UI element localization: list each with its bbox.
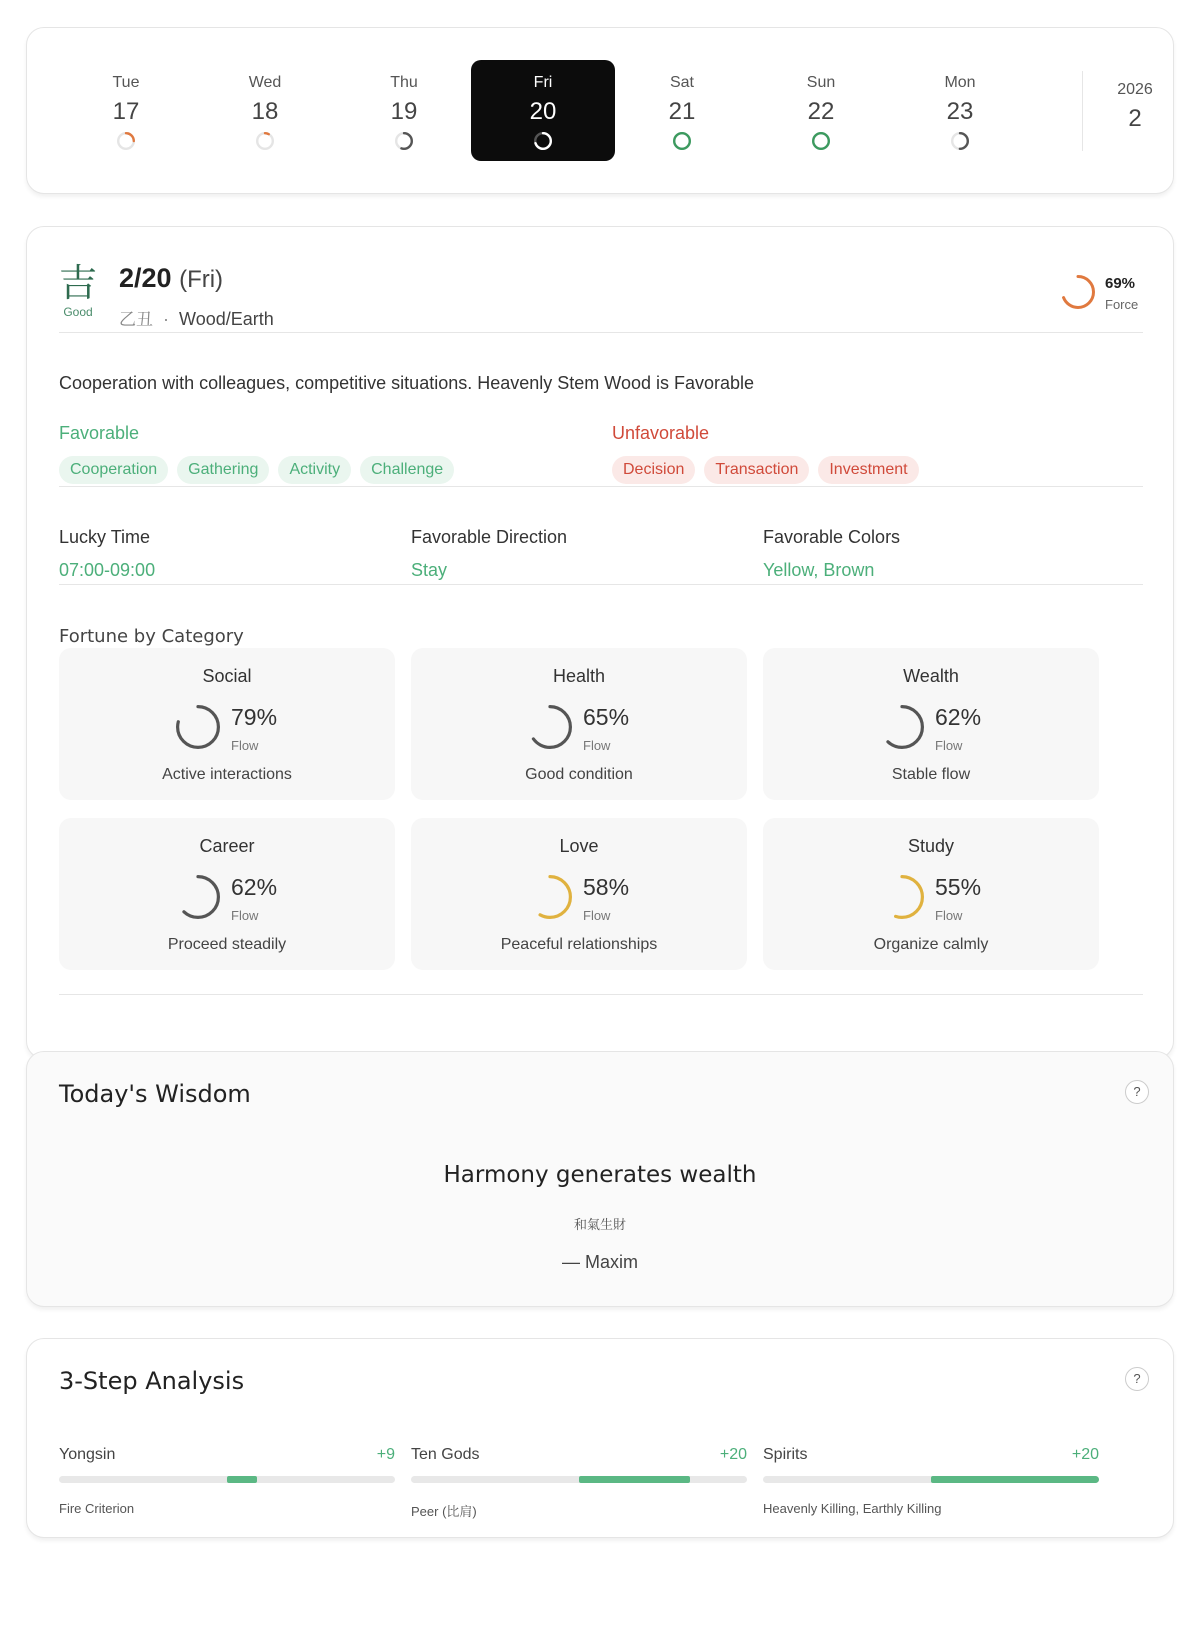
- day-sat[interactable]: [610, 60, 754, 161]
- category-ring: [176, 875, 220, 919]
- category-ring: [528, 705, 572, 749]
- week-divider: [1082, 71, 1083, 151]
- day-number: 22: [807, 98, 835, 125]
- step-name: Yongsin: [59, 1446, 116, 1463]
- category-ring: [176, 705, 220, 749]
- lucky-time-label: Lucky Time: [59, 527, 151, 547]
- divider: [59, 994, 1143, 995]
- category-description: Active interactions: [162, 766, 292, 783]
- category-card-wealth: [763, 648, 1099, 800]
- category-section-title: Fortune by Category: [59, 626, 244, 647]
- favorable-chip: Cooperation: [59, 456, 168, 484]
- elements: Wood/Earth: [179, 309, 274, 329]
- category-name: Wealth: [903, 666, 959, 686]
- unfavorable-chip: Transaction: [704, 456, 809, 484]
- category-flow-label: Flow: [583, 908, 611, 923]
- category-name: Career: [199, 836, 255, 856]
- category-name: Social: [202, 666, 252, 686]
- day-wed[interactable]: [193, 60, 337, 161]
- unfavorable-chips: [612, 456, 919, 484]
- favorable-chips: [59, 456, 454, 484]
- date-value: 2/20: [119, 263, 172, 293]
- category-description: Stable flow: [891, 766, 971, 783]
- analysis-help-button[interactable]: ?: [1125, 1367, 1149, 1391]
- favorable-colors: [763, 527, 900, 581]
- category-flow-label: Flow: [583, 738, 611, 753]
- stem-branch: 乙丑: [119, 310, 153, 330]
- unfavorable-chip: Investment: [818, 456, 918, 484]
- day-number: 18: [251, 98, 279, 125]
- category-card-love: [411, 818, 747, 970]
- day-fortune-ring: [534, 132, 552, 150]
- day-number: 19: [390, 98, 418, 125]
- lucky-time: [59, 527, 155, 581]
- favorable-label: Favorable: [59, 423, 140, 443]
- day-description: Cooperation with colleagues, competitive situations. Heavenly Stem Wood is Favorable: [59, 373, 755, 393]
- category-percent: 79%: [231, 704, 278, 730]
- ring-arc: [178, 707, 219, 748]
- year-month-selector[interactable]: [1103, 81, 1167, 133]
- step-score: +20: [719, 1446, 747, 1463]
- weekday-value: (Fri): [179, 266, 224, 293]
- favorable-chip: Challenge: [360, 456, 454, 484]
- day-thu[interactable]: [332, 60, 476, 161]
- ring-arc: [530, 707, 571, 748]
- day-name: Sat: [669, 74, 694, 91]
- ring-arc: [530, 877, 571, 918]
- ring-arc: [1063, 277, 1094, 308]
- category-percent: 62%: [231, 874, 278, 900]
- category-card-study: [763, 818, 1099, 970]
- direction-value: Stay: [411, 560, 448, 580]
- step-description: Fire Criterion: [59, 1501, 135, 1516]
- step-bar-fill: [227, 1476, 257, 1483]
- fortune-glyph-label: Good: [63, 305, 93, 319]
- ring-track: [257, 133, 273, 149]
- day-name: Tue: [112, 74, 140, 91]
- category-percent: 58%: [583, 874, 630, 900]
- wisdom-title: Today's Wisdom: [59, 1080, 251, 1108]
- category-card-career: [59, 818, 395, 970]
- date-subtitle: [119, 305, 274, 330]
- day-fortune-ring: [951, 132, 969, 150]
- colors-value: Yellow, Brown: [763, 560, 875, 580]
- category-card-health: [411, 648, 747, 800]
- category-ring: [880, 705, 924, 749]
- category-description: Organize calmly: [873, 936, 989, 953]
- ring-arc: [882, 707, 923, 748]
- analysis-step-yongsin: [59, 1446, 395, 1516]
- wisdom-source: — Maxim: [562, 1252, 638, 1272]
- divider: [59, 584, 1143, 585]
- ring-arc: [882, 877, 923, 918]
- month-label: 2: [1128, 105, 1142, 132]
- day-tue[interactable]: [54, 60, 198, 161]
- analysis-step-spirits: [763, 1446, 1099, 1516]
- favorable-chip: Gathering: [177, 456, 269, 484]
- day-name: Fri: [533, 74, 553, 91]
- day-number: 20: [529, 98, 557, 125]
- day-fortune-ring: [812, 132, 830, 150]
- wisdom-card: [26, 1051, 1174, 1307]
- step-score: +20: [1071, 1446, 1099, 1463]
- step-bar-track: [59, 1476, 395, 1483]
- wisdom-quote-original: 和氣生財: [573, 1218, 626, 1233]
- divider: [59, 332, 1143, 333]
- day-number: 23: [946, 98, 974, 125]
- category-ring: [528, 875, 572, 919]
- category-flow-label: Flow: [935, 908, 963, 923]
- category-percent: 65%: [583, 704, 630, 730]
- day-name: Thu: [390, 74, 418, 91]
- year-label: 2026: [1117, 81, 1153, 98]
- analysis-title: 3-Step Analysis: [59, 1367, 245, 1395]
- week-calendar: [26, 27, 1174, 194]
- date-title: [119, 263, 223, 294]
- favorable-chip: Activity: [278, 456, 351, 484]
- category-flow-label: Flow: [231, 738, 259, 753]
- analysis-card: [26, 1338, 1174, 1538]
- analysis-step-ten-gods: [411, 1446, 747, 1520]
- step-name: Spirits: [763, 1446, 808, 1463]
- category-percent: 62%: [935, 704, 982, 730]
- fortune-glyph: [57, 263, 99, 319]
- day-fortune-ring: [256, 132, 274, 150]
- force-percent: 69%: [1105, 275, 1136, 292]
- step-bar-track: [411, 1476, 747, 1483]
- category-description: Peaceful relationships: [500, 936, 658, 953]
- step-bar-fill: [579, 1476, 690, 1483]
- day-sun[interactable]: [749, 60, 893, 161]
- step-description: Peer (比肩): [411, 1504, 477, 1519]
- wisdom-help-button[interactable]: ?: [1125, 1080, 1149, 1104]
- category-name: Study: [907, 836, 955, 856]
- force-label: Force: [1105, 297, 1139, 312]
- category-name: Health: [552, 666, 606, 686]
- separator-dot: ·: [163, 309, 170, 329]
- category-description: Good condition: [525, 766, 633, 783]
- category-percent: 55%: [935, 874, 982, 900]
- ring-arc: [178, 877, 219, 918]
- day-mon[interactable]: [888, 60, 1032, 161]
- day-name: Mon: [944, 74, 976, 91]
- day-name: Sun: [806, 74, 836, 91]
- unfavorable-label: Unfavorable: [612, 423, 710, 443]
- colors-label: Favorable Colors: [763, 527, 901, 547]
- wisdom-quote: Harmony generates wealth: [443, 1162, 757, 1188]
- direction-label: Favorable Direction: [411, 527, 568, 547]
- day-name: Wed: [248, 74, 282, 91]
- favorable-direction: [411, 527, 567, 581]
- day-fortune-ring: [395, 132, 413, 150]
- day-fri-selected[interactable]: [471, 60, 615, 161]
- category-ring: [880, 875, 924, 919]
- step-bar-track: [763, 1476, 1099, 1483]
- force-ring: [1061, 275, 1095, 309]
- ring-arc: [813, 133, 829, 149]
- day-number: 21: [668, 98, 696, 125]
- day-fortune-ring: [673, 132, 691, 150]
- lucky-time-value: 07:00-09:00: [59, 560, 156, 580]
- day-fortune-ring: [117, 132, 135, 150]
- category-flow-label: Flow: [935, 738, 963, 753]
- daily-fortune-card: [26, 226, 1174, 1059]
- step-description: Heavenly Killing, Earthly Killing: [763, 1501, 942, 1516]
- day-number: 17: [112, 98, 140, 125]
- divider: [59, 486, 1143, 487]
- ring-arc: [674, 133, 690, 149]
- unfavorable-chip: Decision: [612, 456, 695, 484]
- step-bar-fill: [931, 1476, 1099, 1483]
- category-name: Love: [559, 836, 599, 856]
- category-description: Proceed steadily: [167, 936, 287, 953]
- category-card-social: [59, 648, 395, 800]
- category-flow-label: Flow: [231, 908, 259, 923]
- step-score: +9: [376, 1446, 395, 1463]
- fortune-glyph-char: 吉: [58, 261, 97, 305]
- step-name: Ten Gods: [411, 1446, 480, 1463]
